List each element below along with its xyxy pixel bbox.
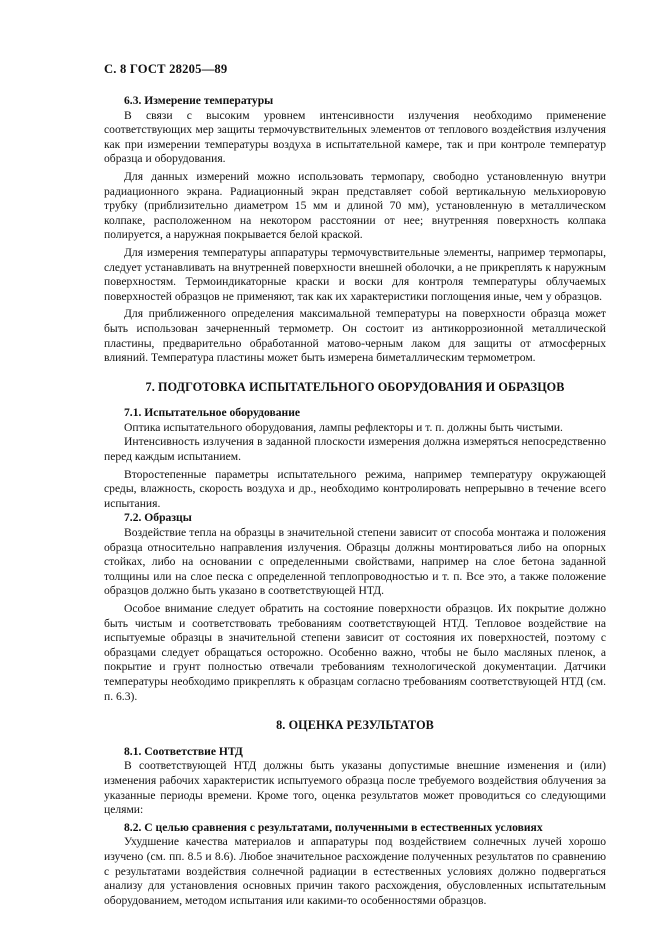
paragraph-7-2-1: Воздействие тепла на образцы в значительной степени зависит от способа монтажа и положения образца относительно направления излучения. Образцы должны монтироваться либо на опорных стойках, либо на основании с определенными свойствами, например на слое бетона заданной толщины или на слое песка с определенной теплопроводностью и т. п. Все это, а также положение образцов должно быть указано в соответствующей НТД. (104, 526, 606, 598)
page-content (104, 94, 606, 908)
heading-8-1: 8.1. Соответствие НТД (124, 744, 243, 758)
paragraph-6-3-3: Для измерения температуры аппаратуры термочувствительные элементы, например термопары, следует устанавливать на внутренней поверхности внешней оболочки, а не прикреплять к наружным поверхностям. Термоиндикаторные краски и воски для контроля температуры облучаемых поверхностей образцов не применяют, так как их характеристики поглощения иные, чем у образцов. (104, 245, 606, 303)
heading-6-3: 6.3. Измерение температуры (124, 94, 274, 107)
paragraph-7-1-3: Второстепенные параметры испытательного режима, например температуру окружающей среды, влажность, скорость воздуха и др., необходимо контролировать непрерывно в течение всего испытания. (104, 467, 606, 510)
paragraph-6-3-1: В связи с высоким уровнем интенсивности излучения необходимо применение соответствующих мер защиты термочувствительных элементов от теплового воздействия излучения как при измерении температуры воздуха в испытательной камере, так и при контроле температур образца и оборудования. (104, 108, 606, 166)
paragraph-8-1-1: В соответствующей НТД должны быть указаны допустимые внешние изменения и (или) изменения рабочих характеристик испытуемого образца после требуемого воздействия облучения за указанные периоды времени. Кроме того, оценка результатов может проводиться со следующими целями: (104, 759, 606, 817)
paragraph-7-1-1: Оптика испытательного оборудования, лампы рефлекторы и т. п. должны быть чистыми. (124, 420, 563, 434)
paragraph-7-1-2: Интенсивность излучения в заданной плоскости измерения должна измеряться непосредственно перед каждым испытанием. (104, 435, 606, 464)
paragraph-6-3-4: Для приближенного определения максимальной температуры на поверхности образца может быть использован зачерненный термометр. Он состоит из антикоррозионной металлической пластины, предварительно обработанной матово-черным лаком для защиты от атмосферных влияний. Температура пластины может быть измерена биметаллическим термометром. (104, 307, 606, 365)
page-header: С. 8 ГОСТ 28205—89 (104, 62, 228, 76)
heading-7-2: 7.2. Образцы (124, 511, 192, 525)
paragraph-6-3-2: Для данных измерений можно использовать термопару, свободно установленную внутри радиационного экрана. Радиационный экран представляет собой вертикальную мельхиоровую трубку (приблизительно диаметром 15 мм и длиной 70 мм), установленную в металлическом колпаке, расположенном на некотором расстоянии от нее; внутренняя поверхность колпака полируется, а наружная покрывается белой краской. (104, 169, 606, 242)
paragraph-7-2-2: Особое внимание следует обратить на состояние поверхности образцов. Их покрытие должно быть чистым и соответствовать требованиям соответствующей НТД. Тепловое воздействие на испытуемые образцы в значительной степени зависит от состояния их поверхностей, поэтому с образцами следует обращаться осторожно. Особенно важно, чтобы не было масляных пленок, а покрытие и грунт полностью отвечали требованиям технологической документации. Датчики температуры необходимо прикреплять к образцам согласно требованиям соответствующей НТД (см. п. 6.3). (104, 602, 606, 703)
heading-8-2: 8.2. С целью сравнения с результатами, полученными в естественных условиях (124, 820, 543, 834)
section-8-title: 8. ОЦЕНКА РЕЗУЛЬТАТОВ (276, 718, 434, 733)
paragraph-8-2-1: Ухудшение качества материалов и аппаратуры под воздействием солнечных лучей хорошо изучено (см. пп. 8.5 и 8.6). Любое значительное расхождение полученных результатов по сравнению с результатами воздействия солнечной радиации в естественных условиях должно подвергаться анализу для установления основных причин такого расхождения, обусловленных испытательным оборудованием, методом испытания или какими-то особенностями образцов. (104, 835, 606, 907)
heading-7-1: 7.1. Испытательное оборудование (124, 406, 301, 420)
section-7-title: 7. ПОДГОТОВКА ИСПЫТАТЕЛЬНОГО ОБОРУДОВАНИЯ И ОБРАЗЦОВ (145, 379, 565, 394)
